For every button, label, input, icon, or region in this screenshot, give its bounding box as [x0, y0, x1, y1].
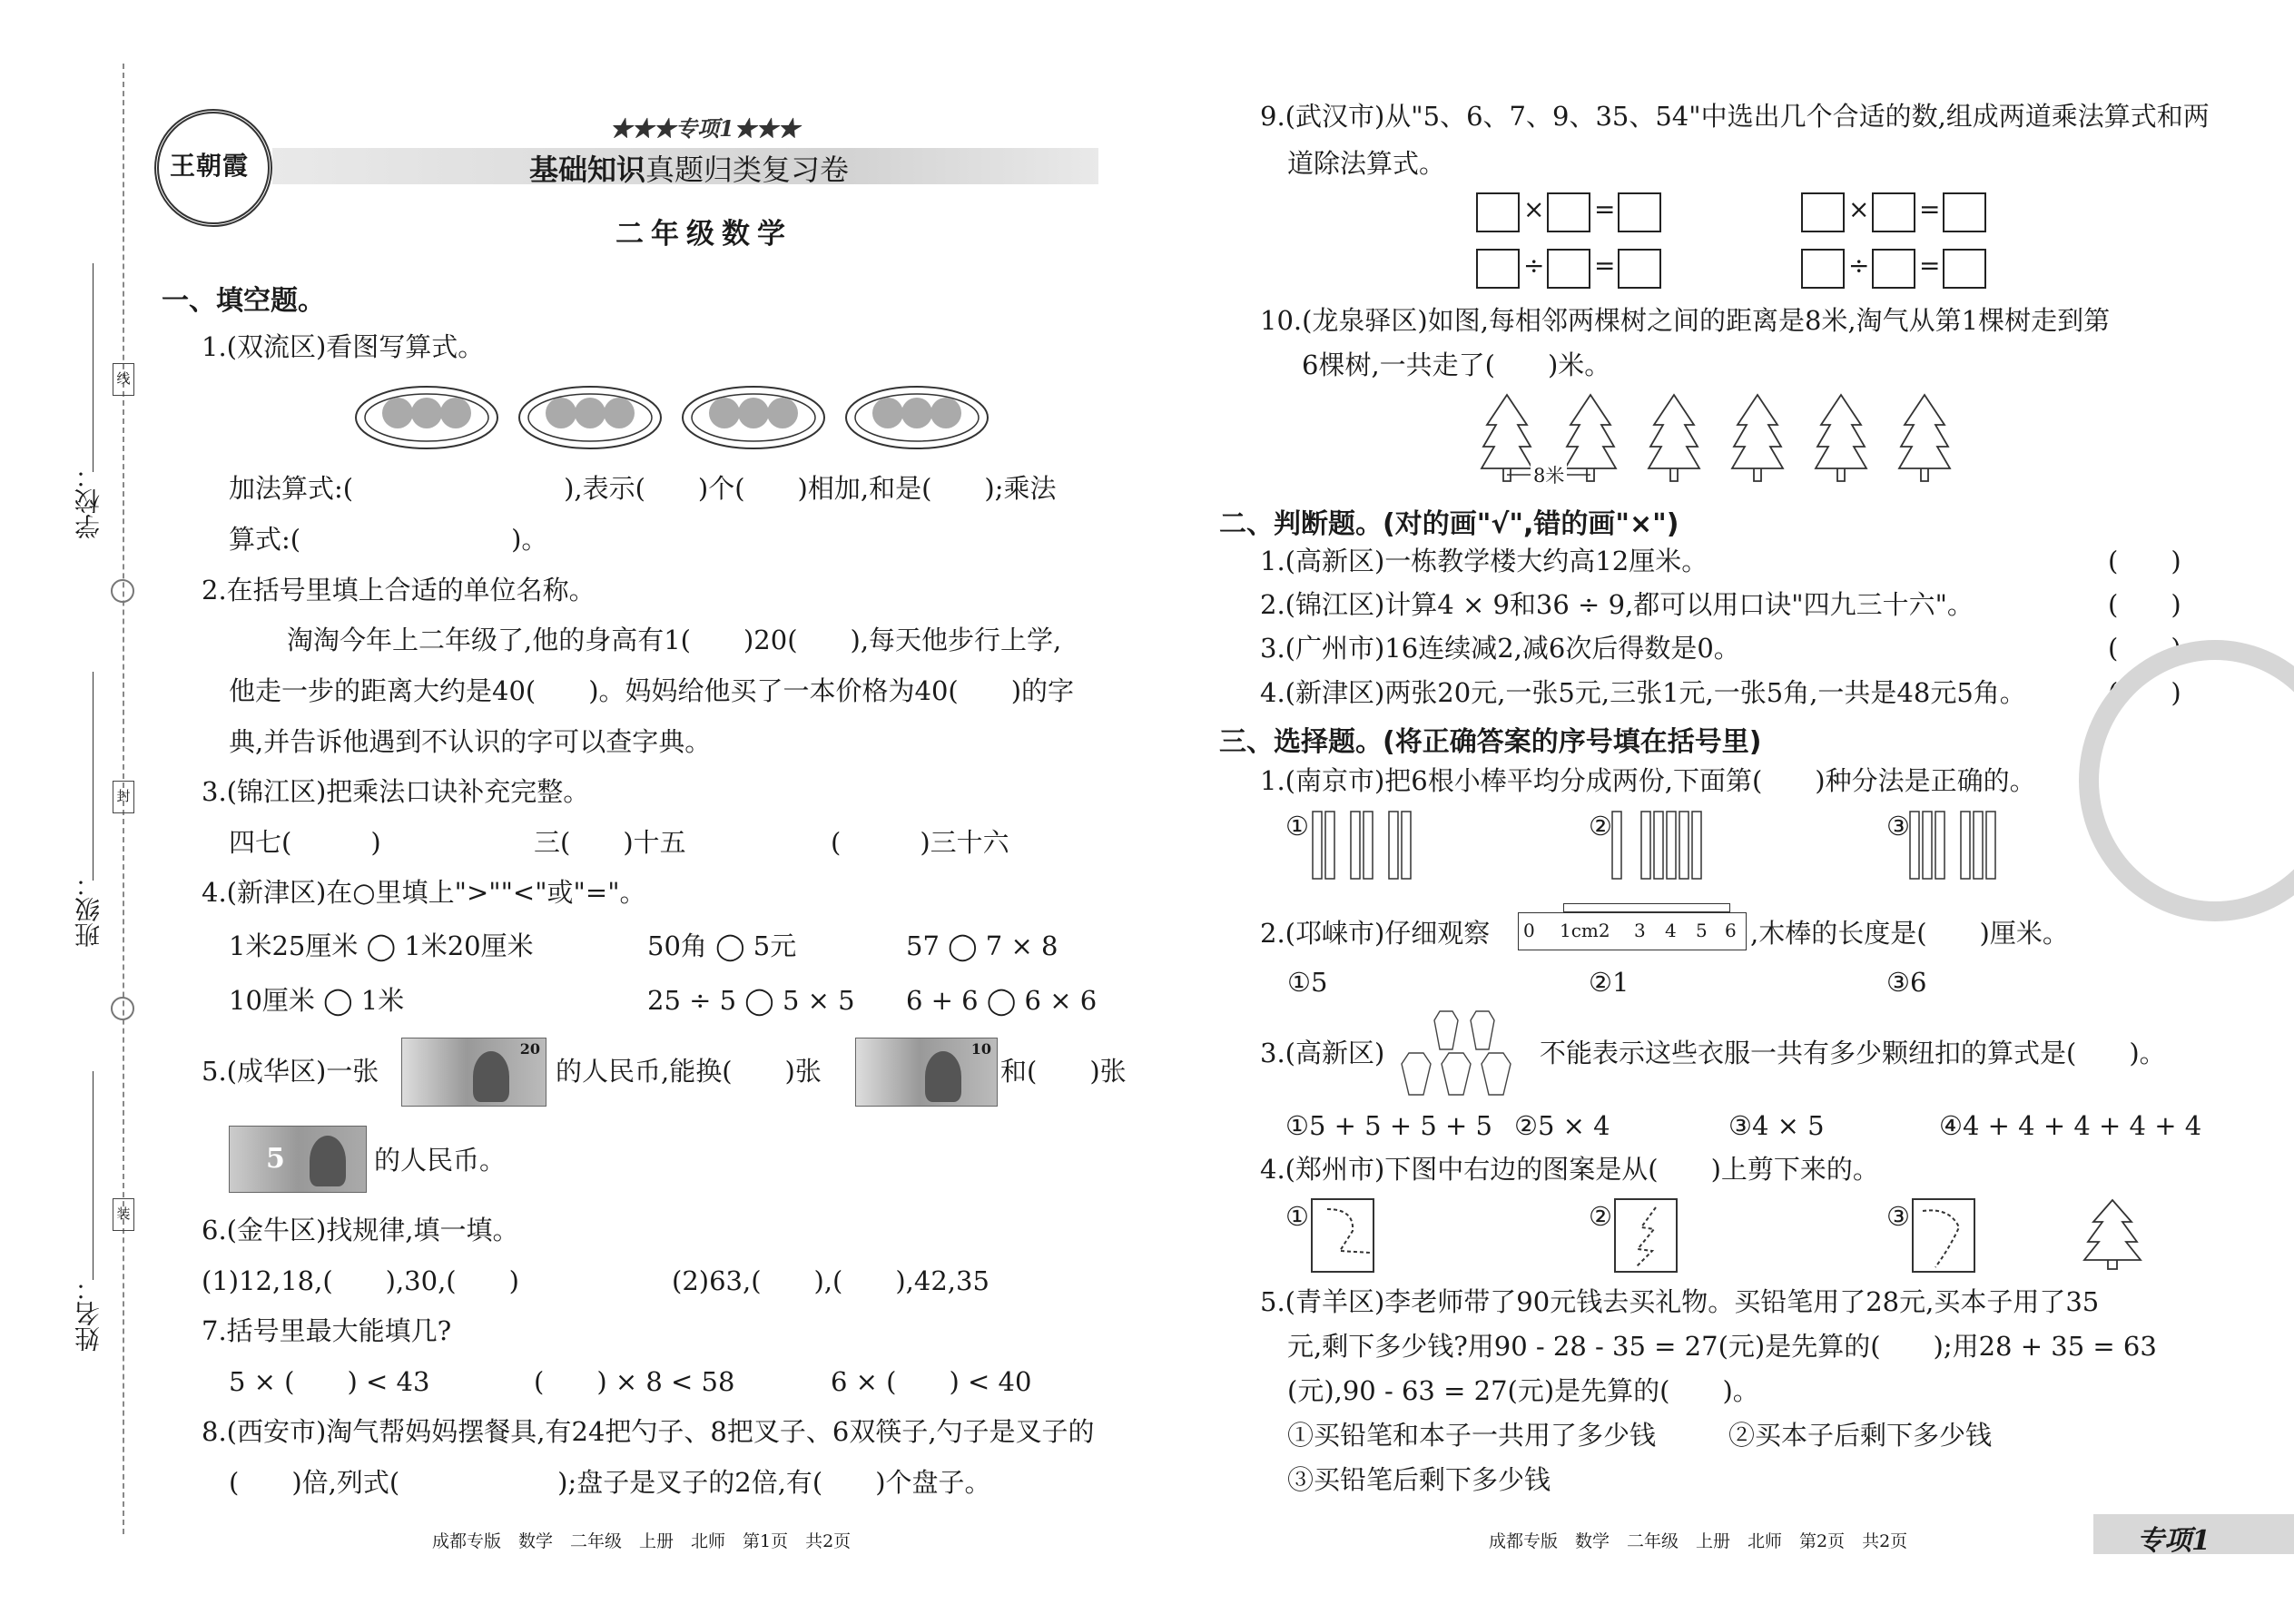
q1-plates	[354, 372, 989, 463]
header-title	[529, 147, 849, 189]
divide-sign: ÷	[1848, 251, 1870, 281]
c1-opt2[interactable]: ②	[1589, 811, 1612, 842]
tree-icon	[1565, 395, 1616, 481]
sticks-svg	[1908, 810, 2017, 882]
ring-icon	[111, 579, 134, 603]
banknote-5-icon	[229, 1126, 367, 1193]
c2-a: 2.(邛崃市)仔细观察	[1260, 918, 1491, 949]
section-fill-in: 一、填空题。	[162, 285, 325, 317]
answer-box[interactable]	[1943, 249, 1986, 289]
clothes-figure	[1398, 1008, 1534, 1098]
c4-opt3[interactable]: ③	[1886, 1201, 1910, 1232]
q10-line-b: 6棵树,一共走了( )米。	[1302, 349, 1611, 380]
school-label: 学校：	[74, 463, 103, 539]
answer-box[interactable]	[1943, 192, 1986, 232]
c4-opt2[interactable]: ②	[1589, 1201, 1612, 1232]
folded-paper-icon	[1614, 1198, 1678, 1273]
folded-paper-icon	[1311, 1198, 1374, 1273]
j2-answer[interactable]: ( )	[2108, 589, 2181, 620]
cut-line-svg	[1616, 1200, 1676, 1271]
tree-icon	[1482, 395, 1532, 481]
c5-line-b: 元,剩下多少钱?用90 - 28 - 35 = 27(元)是先算的( );用28 + 35 = 63	[1287, 1331, 2157, 1362]
c2-b: ,木棒的长度是( )厘米。	[1750, 918, 2069, 949]
c4: 4.(郑州市)下图中右边的图案是从( )上剪下来的。	[1260, 1154, 1879, 1185]
portrait-icon	[310, 1136, 346, 1186]
q4-a: 1米25厘米 ◯ 1米20厘米	[229, 930, 534, 961]
c3-a: 3.(高新区)	[1260, 1038, 1385, 1068]
tree-icon	[1732, 395, 1783, 481]
cut-line-svg	[1914, 1200, 1974, 1271]
answer-box[interactable]	[1618, 192, 1661, 232]
j4: 4.(新津区)两张20元,一张5元,三张1元,一张5角,一共是48元5角。	[1260, 677, 2026, 708]
stick-bar	[1563, 903, 1730, 912]
ruler-figure	[1518, 903, 1745, 952]
tree-distance-label: 8米	[1531, 461, 1567, 488]
answer-box[interactable]	[1476, 249, 1520, 289]
ruler-tick-label: 4	[1665, 920, 1677, 941]
equals-sign: =	[1919, 251, 1941, 281]
equals-sign: =	[1919, 194, 1941, 224]
clothes-svg	[1398, 1008, 1534, 1098]
c5-opt1[interactable]: ①买铅笔和本子一共用了多少钱	[1287, 1420, 1657, 1451]
sticks-figure	[1908, 810, 2017, 882]
cut-tree-icon	[2081, 1198, 2144, 1271]
equals-sign: =	[1594, 251, 1616, 281]
j4-answer[interactable]: ( )	[2108, 677, 2181, 708]
q7-title: 7.括号里最大能填几?	[202, 1315, 452, 1346]
plate	[519, 387, 661, 448]
q2-title: 2.在括号里填上合适的单位名称。	[202, 575, 596, 605]
q4-f: 6 + 6 ◯ 6 × 6	[906, 985, 1098, 1016]
plate	[846, 387, 988, 448]
ruler-tick-label: 1cm2	[1560, 920, 1610, 941]
q1-line-a: 加法算式:( ),表示( )个( )相加,和是( );乘法	[229, 473, 1057, 504]
tree-icon	[1899, 395, 1950, 481]
q2-line-b: 他走一步的距离大约是40( )。妈妈给他买了一本价格为40( )的字	[229, 675, 1075, 706]
banknote-20-value: 20	[519, 1040, 540, 1058]
j2: 2.(锦江区)计算4 × 9和36 ÷ 9,都可以用口诀"四九三十六"。	[1260, 589, 1974, 620]
q2-line-c: 典,并告诉他遇到不认识的字可以查字典。	[229, 726, 712, 757]
q5-d: 的人民币。	[374, 1145, 507, 1176]
mark-seal: 封	[113, 781, 134, 813]
divide-sign: ÷	[1523, 251, 1545, 281]
plates-figure	[354, 372, 989, 463]
q9-line-a: 9.(武汉市)从"5、6、7、9、35、54"中选出几个合适的数,组成两道乘法算式和两	[1260, 101, 2210, 132]
q2-line-a: 淘淘今年上二年级了,他的身高有1( )20( ),每天他步行上学,	[287, 625, 1062, 655]
c5-line-a: 5.(青羊区)李老师带了90元钱去买礼物。买铅笔用了28元,买本子用了35	[1260, 1286, 2100, 1317]
sticks-svg	[1610, 810, 1719, 882]
q4-e: 25 ÷ 5 ◯ 5 × 5	[647, 985, 855, 1016]
c1-opt1[interactable]: ①	[1285, 811, 1309, 842]
banknote-10-icon	[855, 1038, 998, 1107]
answer-box[interactable]	[1547, 249, 1590, 289]
banknote-5-value: 5	[266, 1143, 285, 1175]
coat-icon	[1482, 1053, 1511, 1095]
q9-line-b: 道除法算式。	[1287, 148, 1446, 179]
folded-paper-icon	[1912, 1198, 1975, 1273]
c3-opt1[interactable]: ①5 + 5 + 5 + 5	[1285, 1110, 1493, 1141]
answer-box[interactable]	[1801, 192, 1845, 232]
header-title-rest: 真题归类复习卷	[645, 153, 850, 187]
answer-box[interactable]	[1618, 249, 1661, 289]
q3-b: 三( )十五	[534, 827, 686, 858]
q7-c: 6 × ( ) < 40	[831, 1366, 1032, 1397]
q6-title: 6.(金牛区)找规律,填一填。	[202, 1215, 519, 1245]
q5-c: 和( )张	[1000, 1056, 1127, 1087]
right-footer: 成都专版 数学 二年级 上册 北师 第2页 共2页	[1489, 1531, 1908, 1551]
cut-line-svg	[1313, 1200, 1373, 1271]
school-field[interactable]	[93, 263, 94, 472]
q6-b: (2)63,( ),( ),42,35	[672, 1265, 989, 1296]
ruler-tick-label: 5	[1696, 920, 1708, 941]
equals-sign: =	[1594, 194, 1616, 224]
class-label: 班级：	[74, 871, 103, 948]
plate	[683, 387, 824, 448]
q4-c: 57 ◯ 7 × 8	[906, 930, 1058, 961]
c5-opt3[interactable]: ③买铅笔后剩下多少钱	[1287, 1464, 1551, 1495]
c1-opt3[interactable]: ③	[1886, 811, 1910, 842]
c5-opt2[interactable]: ②买本子后剩下多少钱	[1728, 1420, 1993, 1451]
plate	[356, 387, 497, 448]
class-field[interactable]	[93, 672, 94, 881]
c2-opt2[interactable]: ②1	[1589, 967, 1629, 998]
answer-box[interactable]	[1872, 249, 1915, 289]
c2-opt1[interactable]: ①5	[1287, 967, 1328, 998]
coat-icon	[1434, 1011, 1458, 1049]
j3-answer[interactable]: ( )	[2108, 633, 2181, 664]
c3-opt2[interactable]: ②5 × 4	[1514, 1110, 1610, 1141]
j1: 1.(高新区)一栋教学楼大约高12厘米。	[1260, 546, 1708, 576]
q3-c: ( )三十六	[831, 827, 1009, 858]
q3-title: 3.(锦江区)把乘法口诀补充完整。	[202, 776, 590, 807]
q10-line-a: 10.(龙泉驿区)如图,每相邻两棵树之间的距离是8米,淘气从第1棵树走到第	[1260, 305, 2111, 336]
c3-opt4[interactable]: ④4 + 4 + 4 + 4 + 4	[1939, 1110, 2202, 1141]
logo-text: 王朝霞	[170, 151, 250, 181]
times-sign: ×	[1523, 194, 1545, 224]
mark-bind: 装	[113, 1198, 134, 1231]
j1-answer[interactable]: ( )	[2108, 546, 2181, 576]
answer-box[interactable]	[1476, 192, 1520, 232]
sticks-svg	[1307, 810, 1416, 882]
q8-line-b: ( )倍,列式( );盘子是叉子的2倍,有( )个盘子。	[229, 1467, 991, 1498]
portrait-icon	[925, 1051, 961, 1102]
banknote-20-icon	[401, 1038, 546, 1107]
q4-b: 50角 ◯ 5元	[647, 930, 797, 961]
coat-icon	[1442, 1053, 1471, 1095]
c3-opt3[interactable]: ③4 × 5	[1728, 1110, 1825, 1141]
q1-title: 1.(双流区)看图写算式。	[202, 331, 485, 362]
q3-a: 四七( )	[229, 827, 381, 858]
q8-line-a: 8.(西安市)淘气帮妈妈摆餐具,有24把勺子、8把叉子、6双筷子,勺子是叉子的	[202, 1416, 1095, 1447]
q6-a: (1)12,18,( ),30,( )	[202, 1265, 519, 1296]
j3: 3.(广州市)16连续减2,减6次后得数是0。	[1260, 633, 1740, 664]
coat-icon	[1471, 1011, 1494, 1049]
q5-a: 5.(成华区)一张	[202, 1056, 379, 1087]
header-tag: ★★★专项1★★★	[610, 115, 800, 142]
section-badge-text: 专项1	[2137, 1525, 2210, 1557]
ruler-tick-label: 0	[1523, 920, 1535, 941]
c1: 1.(南京市)把6根小棒平均分成两份,下面第( )种分法是正确的。	[1260, 765, 2036, 796]
section-judge: 二、判断题。(对的画"√",错的画"×")	[1219, 508, 1679, 540]
portrait-icon	[473, 1051, 509, 1102]
q7-a: 5 × ( ) < 43	[229, 1366, 430, 1397]
c5-line-c: (元),90 - 63 = 27(元)是先算的( )。	[1287, 1375, 1759, 1406]
section-choice: 三、选择题。(将正确答案的序号填在括号里)	[1219, 726, 1762, 758]
ruler-body	[1518, 912, 1747, 950]
q1-line-b: 算式:( )。	[229, 524, 548, 555]
cut-tree-svg	[2081, 1198, 2144, 1271]
name-label: 姓名：	[74, 1275, 103, 1352]
section-badge	[2093, 1514, 2294, 1557]
tree-icon	[1816, 395, 1866, 481]
q5-b: 的人民币,能换( )张	[556, 1056, 822, 1087]
c3-b: 不能表示这些衣服一共有多少颗纽扣的算式是( )。	[1540, 1038, 2166, 1068]
q7-b: ( ) × 8 < 58	[534, 1366, 735, 1397]
page-subtitle: 二年级数学	[615, 218, 793, 251]
name-field[interactable]	[93, 1071, 94, 1280]
q4-title: 4.(新津区)在○里填上">""<"或"="。	[202, 877, 646, 908]
times-sign: ×	[1848, 194, 1870, 224]
answer-box[interactable]	[1872, 192, 1915, 232]
banknote-10-value: 10	[970, 1040, 991, 1058]
q4-d: 10厘米 ◯ 1米	[229, 985, 405, 1016]
mark-line: 线	[113, 363, 134, 396]
tree-icon	[1649, 395, 1699, 481]
answer-box[interactable]	[1547, 192, 1590, 232]
left-footer: 成都专版 数学 二年级 上册 北师 第1页 共2页	[432, 1531, 852, 1551]
sticks-figure	[1610, 810, 1719, 882]
c2-opt3[interactable]: ③6	[1886, 967, 1927, 998]
ring-icon	[111, 997, 134, 1020]
coat-icon	[1402, 1053, 1431, 1095]
ruler-tick-label: 3	[1634, 920, 1646, 941]
sticks-figure	[1307, 810, 1416, 882]
ruler-tick-label: 6	[1725, 920, 1737, 941]
answer-box[interactable]	[1801, 249, 1845, 289]
c4-opt1[interactable]: ①	[1285, 1201, 1309, 1232]
logo-badge	[154, 109, 272, 227]
header-title-bold: 基础知识	[529, 153, 646, 187]
